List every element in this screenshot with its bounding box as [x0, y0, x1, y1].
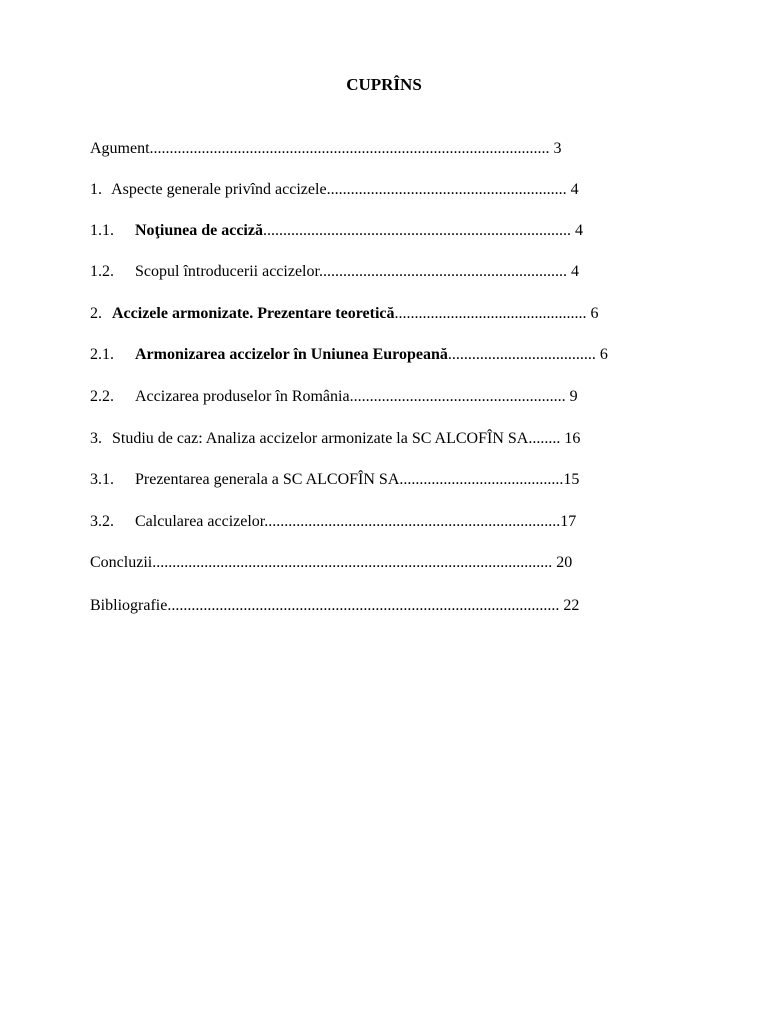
- toc-entry-3-1: [90, 470, 579, 490]
- toc-label: Bibliografie: [90, 597, 168, 614]
- toc-entry-3-2: [90, 512, 576, 532]
- toc-entry-bibliografie: [90, 596, 579, 616]
- toc-entry-concluzii: [90, 553, 572, 573]
- toc-dots: ....................................................................................................: [149, 140, 550, 157]
- toc-number: 3.1.: [90, 471, 114, 488]
- toc-dots: .............................................................................: [262, 222, 571, 239]
- toc-entry-agument: [90, 139, 562, 159]
- toc-label: Calcularea accizelor: [135, 513, 265, 530]
- toc-label: Aspecte generale privînd accizele: [111, 181, 327, 198]
- toc-label: Scopul întroducerii accizelor: [135, 263, 319, 280]
- page-title: CUPRÎNS: [346, 75, 422, 94]
- toc-page: 15: [563, 471, 580, 488]
- toc-label: Accizele armonizate. Prezentare teoretică: [112, 305, 395, 322]
- toc-number: 2.: [90, 305, 102, 322]
- toc-dots: ..........................................................................: [264, 513, 561, 530]
- toc-dots: ..............................................................: [318, 263, 567, 280]
- toc-label: Concluzii: [90, 554, 153, 571]
- toc-label: Accizarea produselor în România: [135, 388, 350, 405]
- toc-number: 2.2.: [90, 388, 114, 405]
- toc-dots: ............................................................: [326, 181, 567, 198]
- toc-dots: ..................................................................................................: [167, 597, 560, 614]
- toc-page: 4: [566, 263, 579, 280]
- toc-page: 20: [552, 554, 573, 571]
- toc-dots: ........: [528, 430, 561, 447]
- toc-page: 6: [586, 305, 599, 322]
- toc-entry-2-1: [90, 345, 608, 365]
- toc-dots: ....................................................................................................: [152, 554, 553, 571]
- toc-page: 17: [560, 513, 577, 530]
- toc-label: Noţiunea de acciză: [135, 222, 263, 239]
- toc-dots: .....................................: [447, 346, 596, 363]
- toc-entry-1: [90, 180, 579, 200]
- toc-page: 4: [570, 222, 583, 239]
- toc-label: Prezentarea generala a SC ALCOFÎN SA: [135, 471, 400, 488]
- toc-number: 1.: [90, 181, 102, 198]
- toc-label: Studiu de caz: Analiza accizelor armonizate la SC ALCOFÎN SA: [112, 430, 529, 447]
- toc-label: Armonizarea accizelor în Uniunea Europeană: [135, 346, 448, 363]
- toc-entry-1-1: [90, 221, 583, 241]
- toc-dots: ................................................: [394, 305, 587, 322]
- toc-number: 3.: [90, 430, 102, 447]
- toc-page: 16: [560, 430, 581, 447]
- toc-page: 3: [549, 140, 562, 157]
- toc-page: 6: [595, 346, 608, 363]
- toc-number: 1.1.: [90, 222, 114, 239]
- toc-dots: .........................................: [399, 471, 564, 488]
- toc-entry-1-2: [90, 262, 579, 282]
- toc-label: Agument: [90, 140, 150, 157]
- toc-entry-3: [90, 429, 580, 449]
- toc-number: 1.2.: [90, 263, 114, 280]
- toc-number: 3.2.: [90, 513, 114, 530]
- toc-page: 4: [566, 181, 579, 198]
- toc-number: 2.1.: [90, 346, 114, 363]
- toc-entry-2-2: [90, 387, 578, 407]
- toc-dots: ......................................................: [349, 388, 566, 405]
- toc-entry-2: [90, 304, 599, 324]
- toc-page: 9: [565, 388, 578, 405]
- toc-page: 22: [559, 597, 580, 614]
